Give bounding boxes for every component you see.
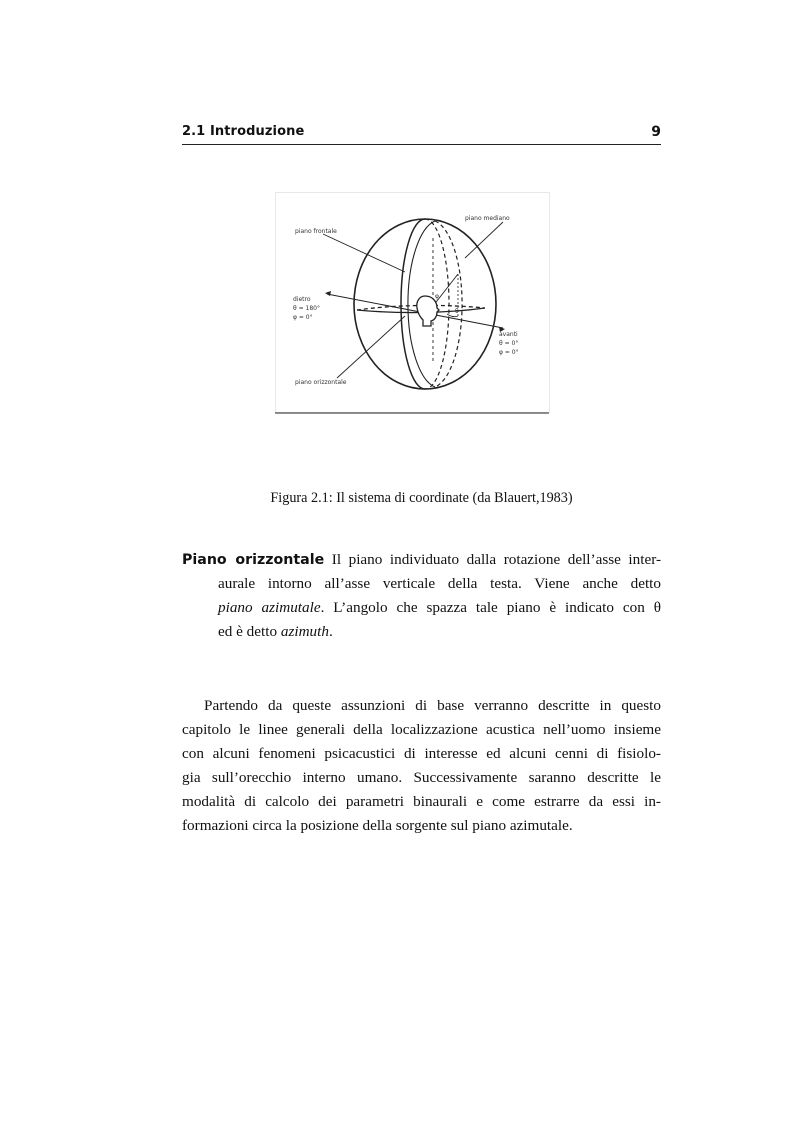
definition-text: . [328,623,333,640]
definition-text: . L’angolo che spazza tale piano è indicato con θ [320,599,661,616]
definition-line [182,596,661,620]
label-phi: φ [435,293,439,300]
label-back-phi: φ = 0° [293,314,313,321]
label-front-phi: φ = 0° [499,349,519,356]
paragraph-line: capitolo le linee generali della localizzazione acustica nell’uomo insieme [182,721,661,738]
label-frontal-plane: piano frontale [295,228,337,235]
definition-item [182,548,661,644]
definition-line: aurale intorno all’asse verticale della testa. Viene anche detto [218,575,661,592]
label-back: dietro [293,296,311,303]
paragraph-line: formazioni circa la posizione della sorgente sul piano azimutale. [182,817,573,834]
definition-line [182,548,661,572]
label-front-theta: θ = 0° [499,340,519,347]
term-azimuth: azimuth [280,623,329,640]
paragraph-line: Partendo da queste assunzioni di base verranno descritte in questo [204,697,661,714]
body-paragraph [182,694,661,838]
label-back-theta: θ = 180° [293,305,320,312]
section-title: 2.1 Introduzione [182,124,305,139]
figure-caption: Figura 2.1: Il sistema di coordinate (da Blauert,1983) [270,490,573,506]
definition-text: ed è detto [218,623,281,640]
coordinate-system-figure [275,192,550,414]
page-number: 9 [651,124,661,140]
paragraph-line: modalità di calcolo dei parametri binaurali e come estrarre da essi in- [182,793,661,810]
definition-text: Il piano individuato dalla rotazione dell’asse inter- [331,551,662,568]
paragraph-line: gia sull’orecchio interno umano. Successivamente saranno descritte le [182,769,661,786]
definition-line [182,620,661,644]
definition-term: Piano orizzontale [182,552,325,568]
label-horizontal-plane: piano orizzontale [295,379,347,386]
label-front: avanti [499,331,518,338]
term-piano-azimutale: piano azimutale [218,599,321,616]
label-r: r [448,282,451,289]
running-head [182,124,661,145]
label-median-plane: piano mediano [465,215,510,222]
label-theta: θ [455,308,459,315]
paragraph-line: con alcuni fenomeni psicacustici di interesse ed alcuni cenni di fisiolo- [182,745,661,762]
